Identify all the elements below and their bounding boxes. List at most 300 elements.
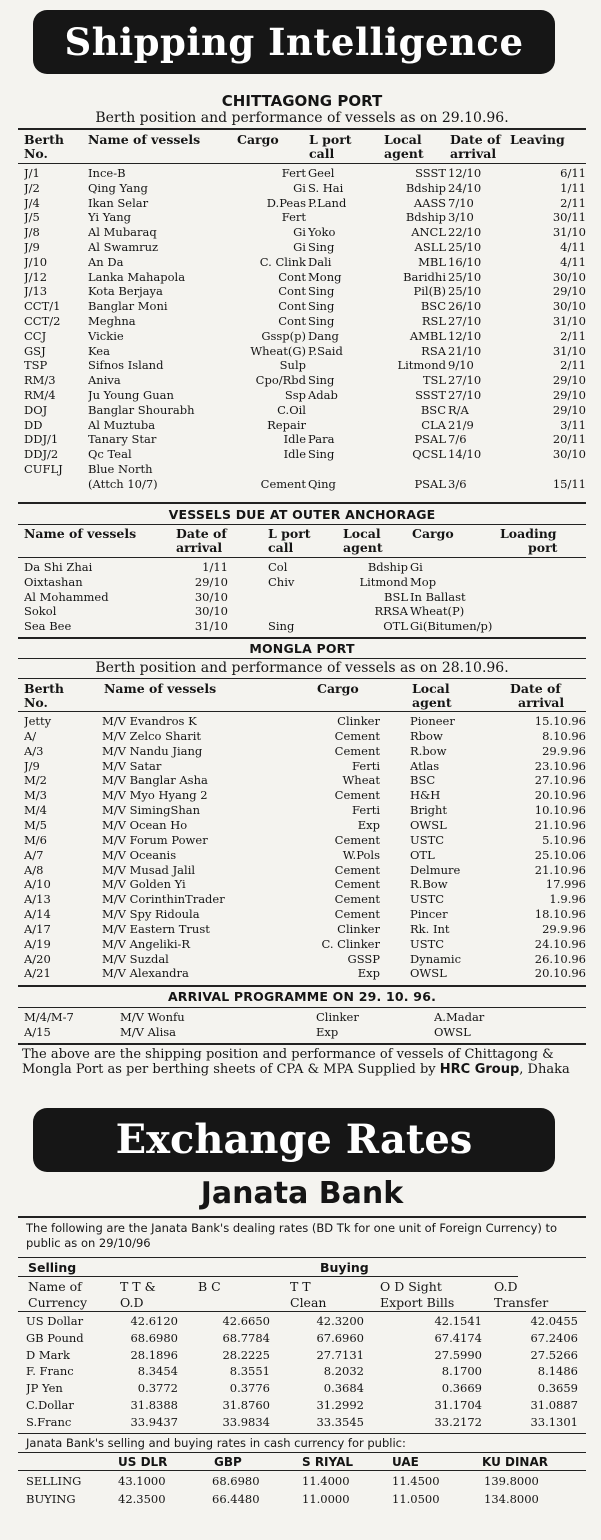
header-tt-od: T T & [120,1279,156,1294]
berth-cell: DD [24,417,43,432]
cash-label-cell: BUYING [26,1491,76,1506]
agent-cell: H&H [410,788,441,803]
agent-cell: PSAL [414,476,446,491]
agent-cell: Rk. Int [410,921,450,936]
od-transfer-cell: 0.3659 [537,1381,578,1396]
arrival-cell: 21/9 [448,417,474,432]
tt-clean-cell: 8.2032 [323,1364,364,1379]
table-row [22,1364,588,1379]
arrival-cell: 20.10.96 [534,788,586,803]
arrival-cell: 25.10.06 [534,847,586,862]
outer-anchorage-title: VESSELS DUE AT OUTER ANCHORAGE [168,507,436,522]
vessel-cell: Al Muztuba [88,417,156,432]
cargo-cell: Cement [334,788,380,803]
arrival-cell: 3/10 [448,210,474,225]
vessel-cell: Blue North [88,462,153,476]
agent-cell: RSA [421,343,446,358]
selling-label: Selling [28,1260,77,1275]
header-tt-od-2: O.D [120,1295,144,1310]
header-currency: Currency [28,1295,88,1310]
agent-cell: Litmond [397,358,446,373]
berth-cell: CUFLJ [24,462,63,476]
arrival-cell: 24.10.96 [534,936,586,951]
berth-cell: RM/3 [24,373,56,388]
table-row [22,744,588,759]
leaving-cell: 4/11 [560,240,586,254]
berth-cell: TSP [24,358,48,373]
agent-cell: CLA [421,417,446,432]
header-date-arrival: arrival [176,540,223,555]
arrival-cell: 24/10 [448,180,482,195]
arrival-cell: 30/10 [194,604,228,619]
agent-cell: USTC [410,936,445,951]
agent-cell: OWSL [410,966,447,981]
berth-cell: J/2 [24,180,40,195]
tt-od-cell: 68.6980 [130,1330,178,1345]
table-row [22,788,588,803]
agent-cell: Bdship [405,180,446,195]
leaving-cell: 1/11 [560,180,586,195]
vessel-cell: Qing Yang [88,180,148,195]
table-row [22,1025,588,1040]
agent-cell: R.Bow [410,877,448,892]
agent-cell: Bdship [405,210,446,225]
table-row [22,1398,588,1413]
divider [18,658,586,659]
cargo-cell: Ferti [352,803,380,818]
od-transfer-cell: 8.1486 [537,1364,578,1379]
currency-cell: F. Franc [26,1364,74,1379]
cargo-cell: GSSP [347,951,380,966]
vessel-cell: (Attch 10/7) [88,476,158,491]
arrival-cell: 1.9.96 [549,892,586,907]
leaving-cell: 3/11 [560,417,586,432]
berth-cell: CCT/1 [24,299,61,314]
leaving-cell: 29/10 [552,373,586,388]
table-row [22,892,588,907]
berth-cell: A/21 [24,966,51,981]
od-sight-cell: 8.1700 [441,1364,482,1379]
vessel-cell: M/V Oceanis [102,847,177,862]
arrival-cell: 10.10.96 [534,803,586,818]
header-local-agent: agent [384,146,424,161]
header-cargo: Cargo [237,132,279,147]
bc-cell: 31.8760 [222,1398,270,1412]
leaving-cell: 30/10 [552,269,586,284]
berth-cell: J/12 [24,269,48,284]
header-vessel: Name of vessels [104,681,217,696]
cargo-cell: Gi [293,240,306,254]
lport-cell: S. Hai [308,180,344,195]
divider [18,557,586,558]
od-transfer-cell: 42.0455 [530,1314,578,1328]
vessel-cell: Sea Bee [24,619,72,634]
berth-cell: J/9 [24,240,40,254]
lport-cell: Chiv [268,574,295,589]
lport-cell: Mong [308,269,342,284]
arrival-cell: 16/10 [448,254,482,269]
table-row [22,907,588,922]
lport-cell: Dali [308,254,332,269]
exchange-rates-banner: Exchange Rates [33,1108,555,1172]
divider [18,1276,518,1277]
vessel-cell: Qc Teal [88,447,132,462]
table-row [22,1492,588,1507]
table-row [22,1415,588,1430]
arrival-cell: 26/10 [448,299,482,314]
vessel-cell: M/V Angeliki-R [102,936,191,951]
table-row [22,803,588,818]
table-row [22,181,588,196]
berth-cell: J/13 [24,284,48,299]
header-berth-no: No. [24,146,48,161]
table-row [22,418,588,433]
table-row [22,937,588,952]
header-local-agent: agent [412,695,452,710]
vessel-cell: Al Mubaraq [88,225,157,240]
arrival-cell: 25/10 [448,240,482,254]
cargo-cell: Exp [316,1025,339,1039]
header-od-transfer-2: Transfer [494,1295,549,1310]
divider [18,711,586,712]
arrival-cell: 26.10.96 [534,951,586,966]
table-row [22,818,588,833]
table-row [22,575,588,590]
vessel-cell: Da Shi Zhai [24,560,93,574]
table-row [22,373,588,388]
cargo-cell: Clinker [337,921,380,936]
cash-label-cell: SELLING [26,1474,82,1488]
cargo-cell: Cement [334,862,380,877]
header-vessel: Name of vessels [24,526,137,541]
vessel-cell: Oixtashan [24,574,83,589]
berth-cell: RM/4 [24,388,56,402]
tt-od-cell: 42.6120 [130,1314,178,1328]
arrival-cell: 21.10.96 [534,817,586,832]
table-row [22,344,588,359]
header-local-agent: agent [343,540,383,555]
table-row [22,477,588,492]
header-cargo: Cargo [317,681,359,696]
table-row [22,462,588,477]
vessel-cell: Banglar Moni [88,299,168,314]
berth-cell: CCT/2 [24,314,61,328]
vessel-cell: Al Swamruz [88,240,159,254]
divider [18,524,586,525]
berth-cell: M/4/M-7 [24,1010,74,1024]
header-date-arrival: arrival [450,146,497,161]
berth-cell: J/1 [24,166,40,180]
berth-cell: M/4 [24,803,47,818]
currency-cell: US Dollar [26,1314,84,1328]
table-row [22,1381,588,1396]
lport-cell: Para [308,432,335,447]
cargo-cell: Clinker [316,1010,359,1024]
arrival-cell: 27/10 [448,388,482,402]
od-transfer-cell: 67.2406 [530,1330,578,1345]
cargo-cell: Fert [281,210,306,225]
table-row [22,1314,588,1329]
agent-cell: TSL [422,373,446,388]
table-row [22,619,588,634]
table-row [22,1348,588,1363]
cargo-cell: Repair [267,417,306,432]
header-lport-call: call [268,540,294,555]
cargo-cell: Exp [357,966,380,981]
vessel-cell: Meghna [88,314,136,328]
cargo-cell: Wheat(P) [410,604,465,619]
rates-intro: The following are the Janata Bank's dealing rates (BD Tk for one unit of Foreign Currency) to public as on 29/10/96 [26,1221,558,1250]
shipping-note [22,1047,582,1077]
tt-clean-cell: 31.2992 [316,1398,364,1412]
cargo-cell: Gi [293,180,306,195]
agent-cell: Bright [410,803,448,818]
berth-cell: A/ [24,728,37,743]
arrival-cell: 22/10 [448,225,482,240]
lport-cell: Sing [308,299,335,314]
berth-cell: A/3 [24,743,44,758]
divider [18,1433,586,1434]
vessel-cell: M/V Spy Ridoula [102,907,200,922]
cargo-cell: Gi [410,560,423,574]
chittagong-subtitle: Berth position and performance of vessels as on 29.10.96. [95,110,509,126]
cargo-cell: Fert [281,166,306,180]
agent-cell: Pioneer [410,714,455,728]
cargo-cell: Exp [357,817,380,832]
agent-cell: R.bow [410,743,447,758]
arrival-cell: 27.10.96 [534,773,586,788]
header-cargo: Cargo [412,526,454,541]
header-tt-clean: Clean [290,1295,327,1310]
berth-cell: J/8 [24,225,40,240]
berth-cell: J/4 [24,195,40,210]
vessel-cell: Tanary Star [88,432,157,447]
od-transfer-cell: 33.1301 [530,1414,578,1429]
cargo-cell: Wheat [342,773,380,788]
cargo-cell: In Ballast [410,589,466,604]
od-sight-cell: 67.4174 [434,1330,482,1345]
arrival-cell: 18.10.96 [534,907,586,922]
agent-cell: AASS [413,195,446,210]
vessel-cell: Vickie [88,328,124,343]
lport-cell: Sing [308,240,335,254]
table-row [22,432,588,447]
header-berth: Berth [24,132,64,147]
table-row [22,966,588,981]
leaving-cell: 29/10 [552,284,586,299]
arrival-cell: 1/11 [202,560,228,574]
shipping-intelligence-banner: Shipping Intelligence [33,10,555,74]
cargo-cell: Mop [410,574,437,589]
header-leaving: Leaving [510,132,565,147]
table-row [22,270,588,285]
agent-cell: Litmond [359,574,408,589]
cargo-cell: D.Peas [266,195,306,210]
agent-cell: BSL [384,589,408,604]
vessel-cell: M/V Forum Power [102,832,208,847]
currency-cell: GB Pound [26,1330,84,1345]
vessel-cell: M/V Golden Yi [102,877,186,892]
table-row [22,848,588,863]
currency-cell: C.Dollar [26,1398,74,1412]
arrival-cell: 27/10 [448,314,482,328]
lport-cell: Sing [308,373,335,388]
lport-cell: Sing [308,284,335,299]
leaving-cell: 31/10 [552,343,586,358]
arrival-cell: 9/10 [448,358,474,373]
gbp-cell: 68.6980 [212,1474,260,1488]
table-row [22,877,588,892]
leaving-cell: 29/10 [552,388,586,402]
vessel-cell: M/V Myo Hyang 2 [102,788,208,803]
cargo-cell: Cement [334,877,380,892]
header-lport: L port [309,132,352,147]
arrival-cell: 15.10.96 [534,714,586,728]
berth-cell: GSJ [24,343,46,358]
cargo-cell: Sulp [279,358,306,373]
arrival-cell: 29.9.96 [542,743,586,758]
lport-cell: P.Land [308,195,347,210]
cargo-cell: Ssp [284,388,306,402]
agent-cell: ANCL [411,225,446,240]
arrival-cell: 7/10 [448,195,474,210]
agent-cell: QCSL [412,447,446,462]
cargo-cell: Cont [278,299,306,314]
od-transfer-cell: 31.0887 [530,1398,578,1412]
vessel-cell: Ince-B [88,166,126,180]
agent-cell: RRSA [374,604,408,619]
leaving-cell: 29/10 [552,402,586,417]
gbp-cell: 66.4480 [212,1491,260,1506]
tt-clean-cell: 33.3545 [316,1414,364,1429]
table-row [22,1331,588,1346]
header-date-arrival: arrival [518,695,565,710]
table-row [22,403,588,418]
berth-cell: A/17 [24,921,51,936]
arrival-cell: 27/10 [448,373,482,388]
divider [18,1216,586,1218]
table-row [22,314,588,329]
berth-cell: DDJ/2 [24,447,59,462]
table-row [22,284,588,299]
table-row [22,358,588,373]
usd-cell: 42.3500 [118,1491,166,1506]
agent-cell: Dynamic [410,951,462,966]
table-row [22,225,588,240]
berth-cell: A/8 [24,862,44,877]
arrival-cell: 17.996 [545,877,586,892]
table-row [22,773,588,788]
agent-cell: Delmure [410,862,461,877]
divider [18,1470,586,1471]
berth-cell: DDJ/1 [24,432,59,447]
berth-cell: A/19 [24,936,51,951]
cargo-cell: Cont [278,269,306,284]
cash-title: Janata Bank's selling and buying rates in cash currency for public: [26,1436,406,1450]
divider [18,1007,586,1008]
bc-cell: 42.6650 [222,1314,270,1328]
currency-cell: JP Yen [26,1381,63,1396]
agent-cell: ASLL [414,240,446,254]
vessel-cell: Yi Yang [88,210,132,225]
vessel-cell: M/V Alisa [120,1025,177,1039]
berth-cell: A/14 [24,907,51,922]
usd-cell: 43.1000 [118,1474,166,1488]
arrival-cell: 23.10.96 [534,758,586,773]
vessel-cell: Ju Young Guan [88,388,174,402]
agent-cell: OWSL [410,817,447,832]
vessel-cell: M/V Evandros K [102,714,197,728]
vessel-cell: M/V CorinthinTrader [102,892,225,907]
leaving-cell: 30/10 [552,299,586,314]
arrival-cell: 8.10.96 [542,728,586,743]
uae-cell: 11.4500 [392,1474,440,1488]
vessel-cell: Aniva [88,373,121,388]
tt-od-cell: 0.3772 [137,1381,178,1396]
cargo-cell: C. Clink [259,254,306,269]
vessel-cell: Sifnos Island [88,358,164,373]
vessel-cell: M/V Ocean Ho [102,817,188,832]
divider [18,1043,586,1045]
vessel-cell: Kota Berjaya [88,284,163,299]
arrival-cell: 12/10 [448,328,482,343]
arrival-cell: 20.10.96 [534,966,586,981]
table-row [22,1010,588,1025]
vessel-cell: Banglar Shourabh [88,402,195,417]
arrival-cell: 21.10.96 [534,862,586,877]
vessel-cell: M/V Nandu Jiang [102,743,203,758]
agent-cell: Baridhi [403,269,446,284]
note-source: HRC Group [439,1062,520,1077]
agent-cell: Pil(B) [413,284,446,299]
berth-cell: M/6 [24,832,47,847]
table-row [22,863,588,878]
cargo-cell: Idle [283,447,306,462]
table-row [22,560,588,575]
cargo-cell: Cont [278,284,306,299]
tt-od-cell: 33.9437 [130,1414,178,1429]
agent-cell: OWSL [434,1025,471,1039]
cargo-cell: Idle [283,432,306,447]
header-vessel: Name of vessels [88,132,201,147]
arrival-cell: 21/10 [448,343,482,358]
table-row [22,833,588,848]
bc-cell: 8.3551 [229,1364,270,1379]
cargo-cell: Cont [278,314,306,328]
lport-cell: Col [268,560,288,574]
divider [18,1452,586,1453]
berth-cell: A/20 [24,951,51,966]
table-row [22,255,588,270]
vessel-cell: M/V Banglar Asha [102,773,208,788]
cash-header-cell: GBP [214,1455,242,1469]
agent-cell: USTC [410,892,445,907]
kudinar-cell: 134.8000 [484,1491,539,1506]
cash-header-cell: UAE [392,1455,419,1469]
cargo-cell: Cpo/Rbd [255,373,306,388]
agent-cell: BSC [410,773,436,788]
berth-cell: M/2 [24,773,47,788]
lport-cell: Dang [308,328,339,343]
cash-header-cell: US DLR [118,1455,168,1469]
leaving-cell: 6/11 [560,166,586,180]
vessel-cell: M/V Suzdal [102,951,169,966]
arrival-cell: 25/10 [448,269,482,284]
bc-cell: 33.9834 [222,1414,270,1429]
header-local: Local [384,132,422,147]
divider [18,502,586,504]
divider [18,637,586,639]
